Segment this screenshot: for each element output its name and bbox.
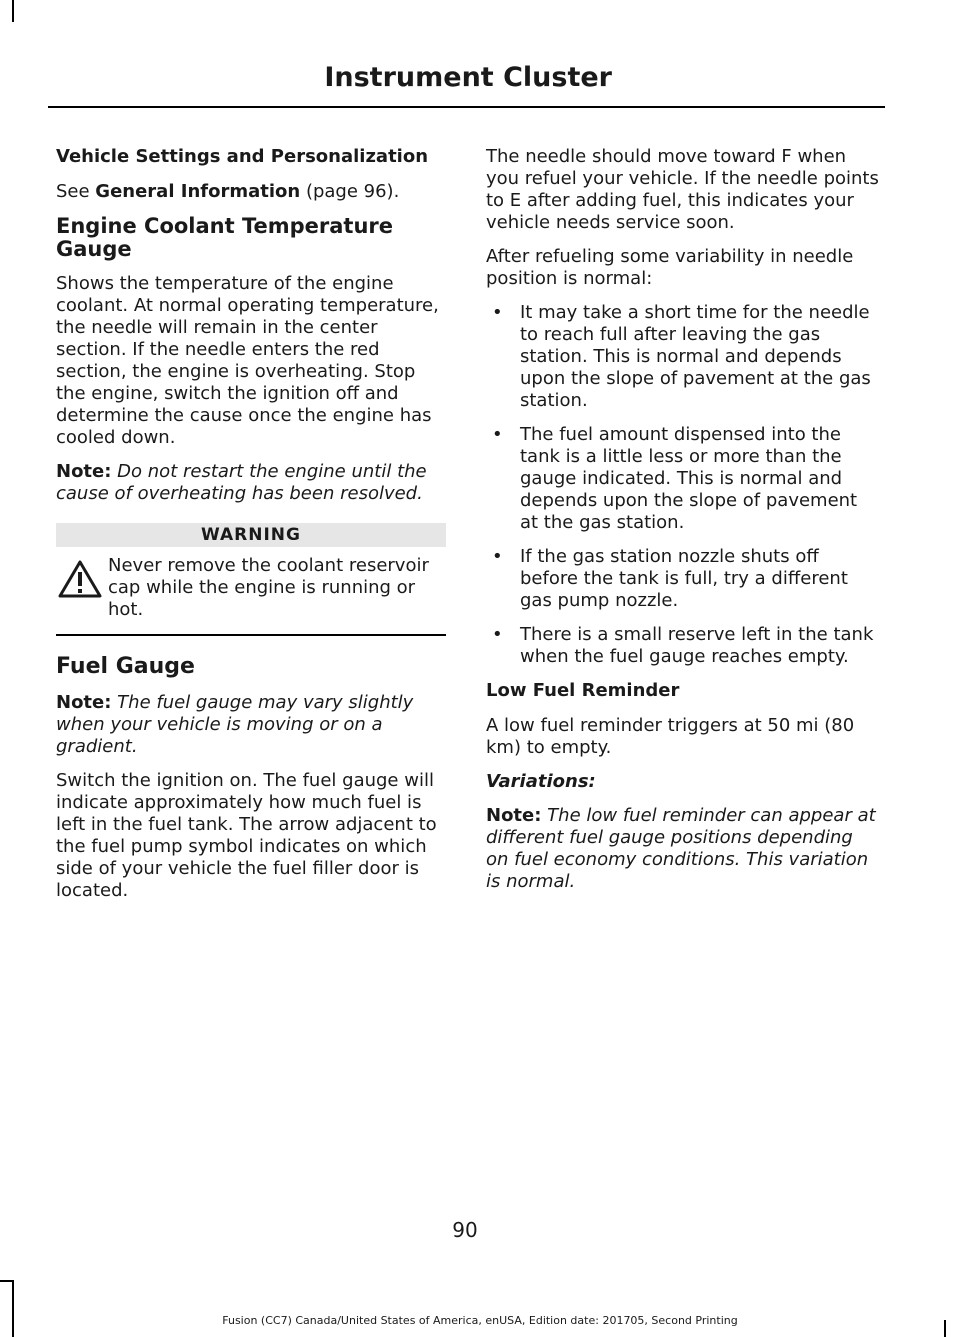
list-item-text: There is a small reserve left in the tank when the fuel gauge reaches empty. — [520, 624, 874, 667]
warning-triangle-icon — [58, 559, 102, 599]
crop-mark-bottom-left — [12, 1280, 14, 1337]
variability-intro: After refueling some variability in needle position is normal: — [486, 246, 854, 289]
heading-coolant-gauge: Engine Coolant Temperature Gauge — [56, 214, 394, 261]
list-item — [486, 302, 880, 412]
warning-rule — [56, 634, 446, 636]
note-label: Note: — [56, 692, 112, 713]
heading-vehicle-settings: Vehicle Settings and Personalization — [56, 146, 429, 167]
note-text: Do not restart the engine until the cause of overheating has been resolved. — [56, 461, 427, 504]
heading-variations: Variations: — [486, 771, 596, 792]
general-information-link[interactable]: General Information — [95, 181, 301, 202]
note-low-fuel — [486, 805, 880, 893]
bullet: • — [492, 302, 503, 323]
list-item — [486, 546, 880, 612]
bullet: • — [492, 546, 503, 567]
see-reference — [56, 181, 446, 203]
needle-description: The needle should move toward F when you refuel your vehicle. If the needle points to E after adding fuel, this indicates your vehicle needs service soon. — [486, 146, 879, 233]
list-item-text: The fuel amount dispensed into the tank is a little less or more than the gauge indicated. This is normal and depends upon the slope of pavement at the gas station. — [520, 424, 858, 533]
list-item-text: It may take a short time for the needle to reach full after leaving the gas station. This is normal and depends upon the slope of pavement at the gas station. — [520, 302, 871, 411]
page-number: 90 — [452, 1218, 478, 1242]
header-rule — [48, 106, 885, 108]
warning-header: WARNING — [56, 523, 446, 547]
heading-low-fuel-reminder: Low Fuel Reminder — [486, 680, 680, 701]
list-item — [486, 624, 880, 668]
left-column — [56, 146, 446, 914]
fuel-description: Switch the ignition on. The fuel gauge will indicate approximately how much fuel is left in the fuel tank. The arrow adjacent to the fuel pump symbol indicates on which side of your vehicle the fuel filler door is located. — [56, 770, 437, 901]
note-label: Note: — [56, 461, 112, 482]
see-suffix: (page 96). — [300, 181, 400, 202]
right-column — [486, 146, 880, 905]
crop-mark-bottom-left-h — [0, 1280, 14, 1282]
low-fuel-description: A low fuel reminder triggers at 50 mi (80 km) to empty. — [486, 715, 855, 758]
footer-edition: Fusion (CC7) Canada/United States of America, enUSA, Edition date: 201705, Second Printing — [222, 1314, 738, 1327]
list-item-text: If the gas station nozzle shuts off before the tank is full, try a different gas pump nozzle. — [520, 546, 848, 611]
note-text: The low fuel reminder can appear at different fuel gauge positions depending on fuel economy conditions. This variation is normal. — [486, 805, 876, 892]
bullet: • — [492, 624, 503, 645]
variability-list — [486, 302, 880, 668]
note-label: Note: — [486, 805, 542, 826]
list-item — [486, 424, 880, 534]
bullet: • — [492, 424, 503, 445]
warning-text: Never remove the coolant reservoir cap while the engine is running or hot. — [108, 555, 429, 620]
page-header-title: Instrument Cluster — [324, 62, 612, 93]
heading-fuel-gauge: Fuel Gauge — [56, 654, 195, 679]
crop-mark-top-left — [12, 0, 14, 22]
coolant-description: Shows the temperature of the engine coolant. At normal operating temperature, the needle will remain in the center section. If the needle enters the red section, the engine is overheating. Stop the engine, switch the ignition off and determine the cause once the engine has cooled down. — [56, 273, 439, 448]
note-fuel-gauge — [56, 692, 446, 758]
note-restart — [56, 461, 446, 505]
note-text: The fuel gauge may vary slightly when your vehicle is moving or on a gradient. — [56, 692, 414, 757]
warning-box — [56, 555, 446, 621]
see-prefix: See — [56, 181, 96, 202]
